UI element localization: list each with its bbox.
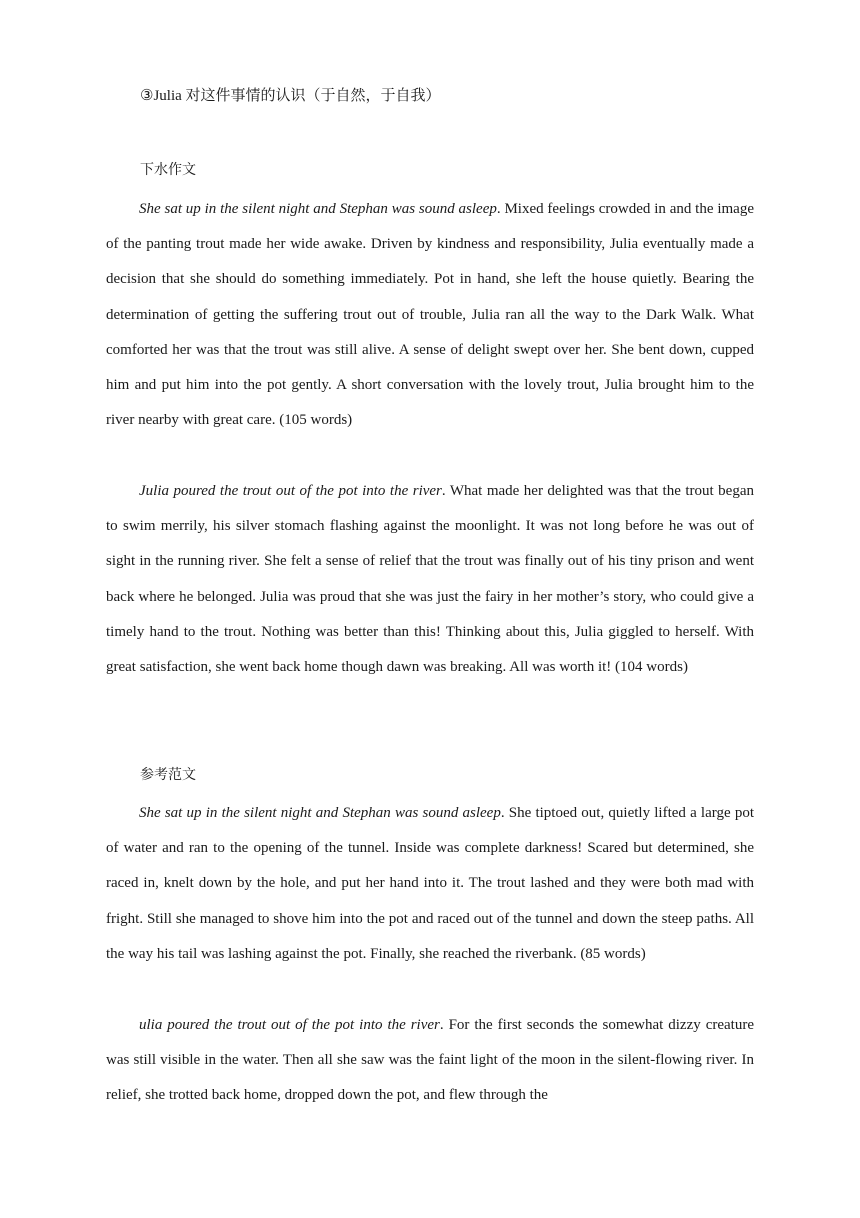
paragraph-lead-sentence: Julia poured the trout out of the pot into the river <box>139 483 442 499</box>
essay-paragraph <box>106 192 754 438</box>
paragraph-lead-sentence: She sat up in the silent night and Stephan was sound asleep <box>139 201 497 217</box>
paragraph-lead-sentence: ulia poured the trout out of the pot into the river <box>139 1017 440 1033</box>
paragraph-body: . She tiptoed out, quietly lifted a large pot of water and ran to the opening of the tunnel. Inside was complete darkness! Scared but determined, she raced in, knelt down by the hole, and put her hand into it. The trout lashed and they were both mad with fright. Still she managed to shove him into the pot and raced out of the tunnel and down the steep paths. All the way his tail was lashing against the pot. Finally, she reached the riverbank. (85 words) <box>106 805 754 962</box>
essay-paragraph <box>106 796 754 972</box>
essay-paragraph <box>106 1008 754 1114</box>
paragraph-body: . What made her delighted was that the trout began to swim merrily, his silver stomach flashing against the moonlight. It was not long before he was out of sight in the running river. She felt a sense of relief that the trout was finally out of his tiny prison and went back where he belonged. Julia was proud that she was just the fairy in her mother’s story, who could give a timely hand to the trout. Nothing was better than this! Thinking about this, Julia giggled to herself. With great satisfaction, she went back home though dawn was breaking. All was worth it! (104 words) <box>106 483 754 676</box>
section-heading-model-essay: 下水作文 <box>140 162 196 178</box>
question-line: ③Julia 对这件事情的认识（于自然，于自我） <box>140 88 441 104</box>
paragraph-body: . Mixed feelings crowded in and the image of the panting trout made her wide awake. Driven by kindness and responsibility, Julia eventually made a decision that she should do something immediately. Pot in hand, she left the house quietly. Bearing the determination of getting the suffering trout out of trouble, Julia ran all the way to the Dark Walk. What comforted her was that the trout was still alive. A sense of delight swept over her. She bent down, cupped him and put him into the pot gently. A short conversation with the lovely trout, Julia brought him to the river nearby with great care. (105 words) <box>106 201 754 429</box>
paragraph-lead-sentence: She sat up in the silent night and Stephan was sound asleep <box>139 805 501 821</box>
paragraph-body: . For the first seconds the somewhat dizzy creature was still visible in the water. Then all she saw was the faint light of the moon in the silent-flowing river. In relief, she trotted back home, dropped down the pot, and flew through the <box>106 1017 754 1104</box>
section-heading-reference-essay: 参考范文 <box>140 767 196 783</box>
essay-paragraph <box>106 474 754 685</box>
